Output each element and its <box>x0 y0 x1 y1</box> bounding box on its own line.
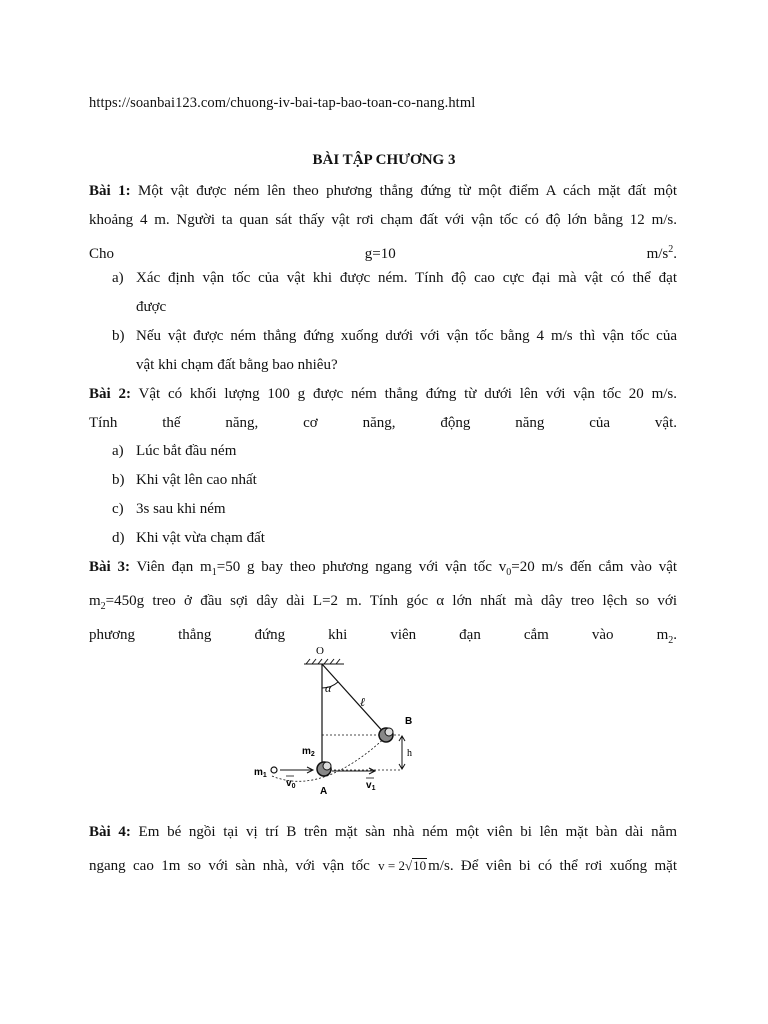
source-url: https://soanbai123.com/chuong-iv-bai-tap-bao-toan-co-nang.html <box>89 95 476 111</box>
label-m1: $m_1$ <box>254 767 267 779</box>
label-o: O <box>316 645 324 657</box>
label-alpha: α <box>325 681 332 695</box>
bai1-item-b-label: b) <box>112 328 125 344</box>
label-v0: $v_0$ <box>286 778 296 790</box>
bullet-m1 <box>271 767 277 773</box>
bai4-line2: ngang cao 1m so với sàn nhà, với vận tốc v = 2√10 m/s. Để viên bi có thể rơi xuống mặt <box>89 849 677 883</box>
velocity-formula: v = 2√10 <box>378 858 427 873</box>
bai1-item-a-line2: được <box>136 299 167 315</box>
bai2-label: Bài 2: <box>89 386 131 402</box>
bai2-item-c-text: 3s sau khi ném <box>136 501 226 517</box>
bai2-line2: Tính thế năng, cơ năng, động năng của vật. <box>89 415 677 431</box>
bai3-line1: Bài 3: Viên đạn $m_1=50$ g bay theo phương ngang với vận tốc $v_0=20$ m/s đến cắm vào vật <box>89 559 678 578</box>
bai2-item-d: d) Khi vật vừa chạm đất <box>112 530 265 546</box>
bai1-paragraph <box>89 177 677 269</box>
bai2-item-a-text: Lúc bắt đầu ném <box>136 443 237 459</box>
bai2-item-d-text: Khi vật vừa chạm đất <box>136 530 265 546</box>
bai3-line3: phương thẳng đứng khi viên đạn cắm vào $m_2$. <box>89 627 677 646</box>
label-h: h <box>407 748 412 759</box>
label-v1: $v_1$ <box>366 780 376 792</box>
label-m2: $m_2$ <box>302 746 315 758</box>
page-title: BÀI TẬP CHƯƠNG 3 <box>312 152 456 168</box>
bai4-paragraph <box>89 816 677 883</box>
bai1-line3: Cho g=10 $m/s^2$. <box>89 244 677 262</box>
swing-path <box>272 735 388 781</box>
label-a: A <box>320 786 328 797</box>
bai2-item-b-text: Khi vật lên cao nhất <box>136 472 257 488</box>
ceiling-hatch <box>304 659 344 664</box>
bai2-item-c: c) 3s sau khi ném <box>112 501 226 517</box>
bai1-line1: Bài 1: Một vật được ném lên theo phương thẳng đứng từ một điểm A cách mặt đất một <box>89 183 677 199</box>
bai1-item-a-label: a) <box>112 270 124 286</box>
bai3-paragraph <box>89 553 677 655</box>
pendulum-diagram <box>252 642 432 802</box>
bai2-item-a: a) Lúc bắt đầu ném <box>112 443 237 459</box>
bai1-item-a-line1: Xác định vận tốc của vật khi được ném. Tính độ cao cực đại mà vật có thể đạt <box>136 270 677 286</box>
bai3-label: Bài 3: <box>89 559 130 575</box>
bai1-item-a <box>112 264 677 315</box>
bai2-paragraph <box>89 380 677 438</box>
bai1-item-b-line2: vật khi chạm đất bằng bao nhiêu? <box>136 357 338 373</box>
bai1-item-b-line1: Nếu vật được ném thẳng đứng xuống dưới với vận tốc bằng 4 m/s thì vận tốc của <box>136 328 677 344</box>
bai2-item-b: b) Khi vật lên cao nhất <box>112 472 257 488</box>
bai4-line1: Bài 4: Em bé ngồi tại vị trí B trên mặt sàn nhà ném một viên bi lên mặt bàn dài nằm <box>89 824 677 840</box>
bai1-label: Bài 1: <box>89 183 131 199</box>
bai1-line2: khoảng 4 m. Người ta quan sát thấy vật rơi chạm đất với vận tốc có độ lớn bằng 12 m/s. <box>89 212 677 228</box>
bai1-item-b <box>112 322 677 373</box>
bai2-line1: Bài 2: Vật có khối lượng 100 g được ném thẳng đứng từ dưới lên với vận tốc 20 m/s. <box>89 386 678 402</box>
label-ell: ℓ <box>360 695 365 709</box>
bai4-label: Bài 4: <box>89 824 131 840</box>
label-b: B <box>405 716 413 727</box>
bai3-line2: $m_2=450g$ treo ở đầu sợi dây dài L=2 m. Tính góc α lớn nhất mà dây treo lệch so với <box>89 593 678 612</box>
deflected-string <box>322 664 386 735</box>
